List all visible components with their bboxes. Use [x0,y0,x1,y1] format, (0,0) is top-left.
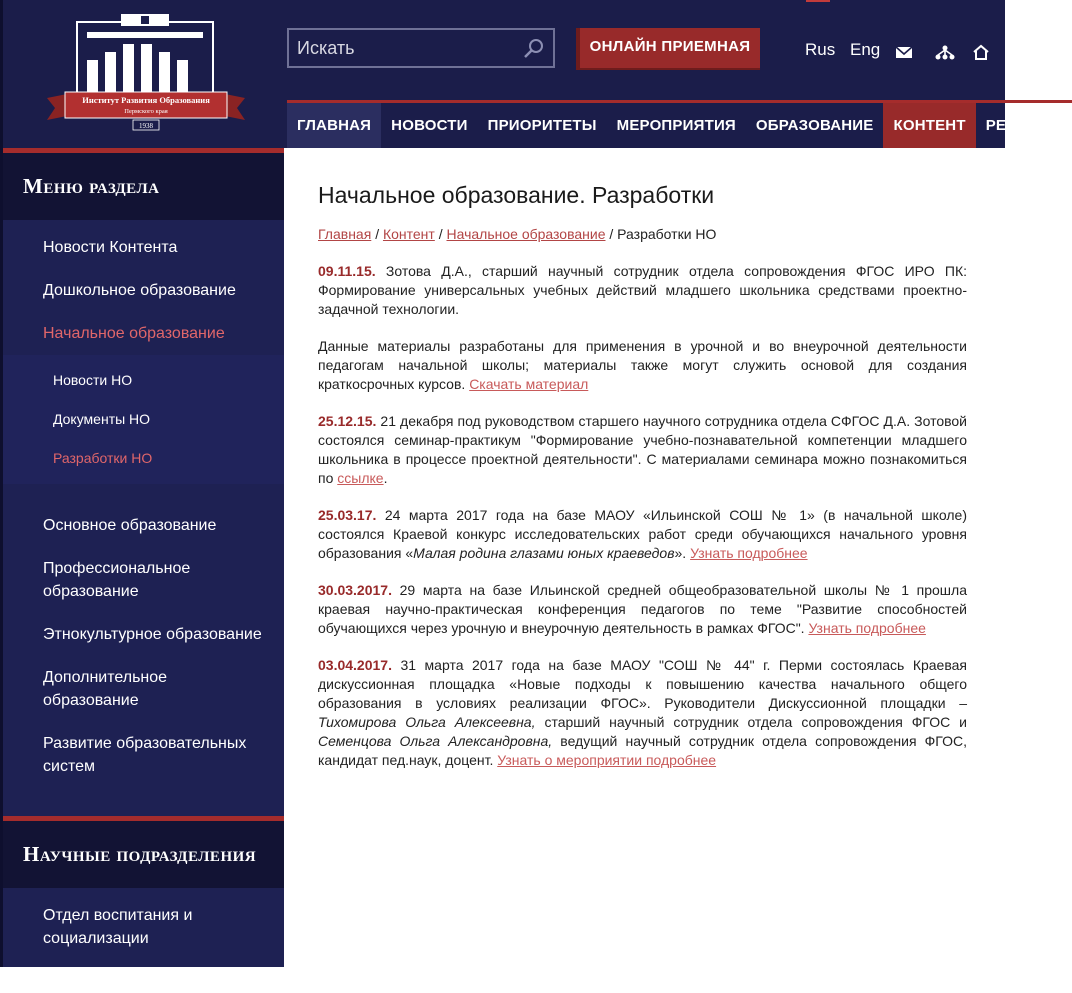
breadcrumb-link-home[interactable]: Главная [318,226,372,242]
sidebar-submenu [3,355,284,484]
sidebar-menu-title: Меню раздела [3,148,284,220]
breadcrumb-separator: / [609,226,618,242]
entry-paragraph [318,412,967,488]
sidebar-item-primary[interactable]: Начальное образование [43,325,225,342]
online-reception-button[interactable]: ОНЛАЙН ПРИЕМНАЯ [576,28,760,68]
sidebar-item-development-systems[interactable]: Развитие образовательных систем [43,735,247,775]
entry-text-tail: . [383,470,388,486]
download-material-link[interactable]: Скачать материал [469,376,589,392]
sitemap-icon[interactable] [935,44,955,60]
sidebar-subitem-documents[interactable]: Документы НО [53,411,151,427]
home-icon[interactable] [972,44,990,60]
page-title: Начальное образование. Разработки [318,182,715,208]
entry-text: 21 декабря под руководством старшего научного сотрудника отдела СФГОС Д.А. Зотовой состоялся семинар-практикум "Формирование учебно-познавательной компетенции младшего школьника в процессе проектной деятельности". С материалами семинара можно познакомиться по [318,413,967,486]
entry-paragraph [318,262,967,319]
logo-year: 1938 [139,122,153,130]
entry-text-cont: старший научный сотрудник отдела сопровождения ФГОС и [535,714,968,730]
sidebar-item-quality-dept[interactable]: Отдел оценки качества [43,973,216,990]
article-list [318,262,967,788]
sidebar-subitem-news[interactable]: Новости НО [53,372,133,388]
entry-paragraph [318,581,967,638]
breadcrumb-link-content[interactable]: Контент [382,226,435,242]
entry-date: 25.12.15. [318,413,377,429]
nav-item-main[interactable]: ГЛАВНАЯ [287,103,381,148]
mail-icon[interactable] [895,44,913,60]
main-nav [287,100,1072,148]
search-icon[interactable] [523,37,545,59]
entry-italic: Тихомирова Ольга Алексеевна, [318,714,536,730]
sidebar-section2-title: Научные подразделения [3,816,284,888]
nav-item-events[interactable]: МЕРОПРИЯТИЯ [616,117,736,134]
sidebar-subitem-developments[interactable]: Разработки НО [53,450,153,466]
entry-paragraph [318,337,967,394]
sidebar-item-basic[interactable]: Основное образование [43,517,217,534]
learn-more-link[interactable]: Узнать подробнее [808,620,926,636]
breadcrumb-current: Разработки НО [617,226,717,242]
entry-date: 03.04.2017. [318,657,392,673]
entry-text: Зотова Д.А., старший научный сотрудник отдела сопровождения ФГОС ИРО ПК: Формирование универсальных учебных действий младшего школьника средствами проектно-задачной технологии. [318,263,967,317]
institute-logo[interactable] [43,12,249,134]
entry-text-cont: ». [674,545,691,561]
seminar-link[interactable]: ссылке [337,470,384,486]
main-content [284,148,1005,967]
nav-item-priorities[interactable]: ПРИОРИТЕТЫ [487,117,597,134]
entry-paragraph [318,656,967,770]
nav-item-resources[interactable]: РЕСУРСЫ [985,117,1063,134]
event-details-link[interactable]: Узнать о мероприятии подробнее [497,752,717,768]
entry-text: 29 марта на базе Ильинской средней общеобразовательной школы № 1 прошла краевая научно-практическая конференция педагогов по теме "Развитие способностей обучающихся через урочную и внеурочную деятельность в рамках ФГОС". [318,582,967,636]
entry-date: 30.03.2017. [318,582,392,598]
sidebar-item-ethnocultural[interactable]: Этнокультурное образование [43,626,262,643]
search-input[interactable] [289,30,535,66]
entry-text: 31 марта 2017 года на базе МАОУ "СОШ № 44" г. Перми состоялась Краевая дискуссионная площадка «Новые подходы к повышению качества начального общего образования в условиях реализации ФГОС». Руководители Дискуссионной площадки – [318,657,967,711]
sidebar-item-upbringing-dept[interactable]: Отдел воспитания и социализации [43,907,193,947]
top-accent-bar [806,0,830,2]
breadcrumb [318,226,716,242]
learn-more-link[interactable]: Узнать подробнее [690,545,808,561]
breadcrumb-separator: / [375,226,383,242]
entry-date: 25.03.17. [318,507,377,523]
entry-text: Данные материалы разработаны для применения в урочной и во внеурочной деятельности педагогам начальной школы; материалы также могут служить основой для создания краткосрочных курсов. [318,338,967,392]
sidebar-item-preschool[interactable]: Дошкольное образование [43,282,236,299]
site-header [0,0,1063,148]
sidebar-item-content-news[interactable]: Новости Контента [43,239,178,256]
sidebar-item-additional[interactable]: Дополнительное образование [43,669,168,709]
logo-text-line2: Пермского края [124,108,168,115]
nav-item-content[interactable]: КОНТЕНТ [883,103,975,148]
logo-text-line1: Институт Развития Образования [82,95,210,105]
entry-paragraph [318,506,967,563]
entry-date: 09.11.15. [318,263,376,279]
breadcrumb-link-primary[interactable]: Начальное образование [446,226,606,242]
search-box [287,28,555,68]
lang-rus-link[interactable]: Rus [805,40,836,59]
nav-item-news[interactable]: НОВОСТИ [391,117,468,134]
lang-eng-link[interactable]: Eng [850,40,881,59]
sidebar [0,148,284,990]
breadcrumb-separator: / [438,226,447,242]
entry-italic: Семенцова Ольга Александровна, [318,733,553,749]
sidebar-item-professional[interactable]: Профессиональное образование [43,560,191,600]
entry-text: 24 марта 2017 года на базе МАОУ «Ильинской СОШ № 1» (в начальной школе) состоялся Краевой конкурс исследовательских работ среди обучающихся начального уровня образования « [318,507,967,561]
entry-text-cont: ведущий научный сотрудник отдела сопровождения ФГОС, кандидат пед.наук, доцент. [318,733,967,768]
nav-item-education[interactable]: ОБРАЗОВАНИЕ [755,117,874,134]
entry-italic: Малая родина глазами юных краеведов [413,545,675,561]
